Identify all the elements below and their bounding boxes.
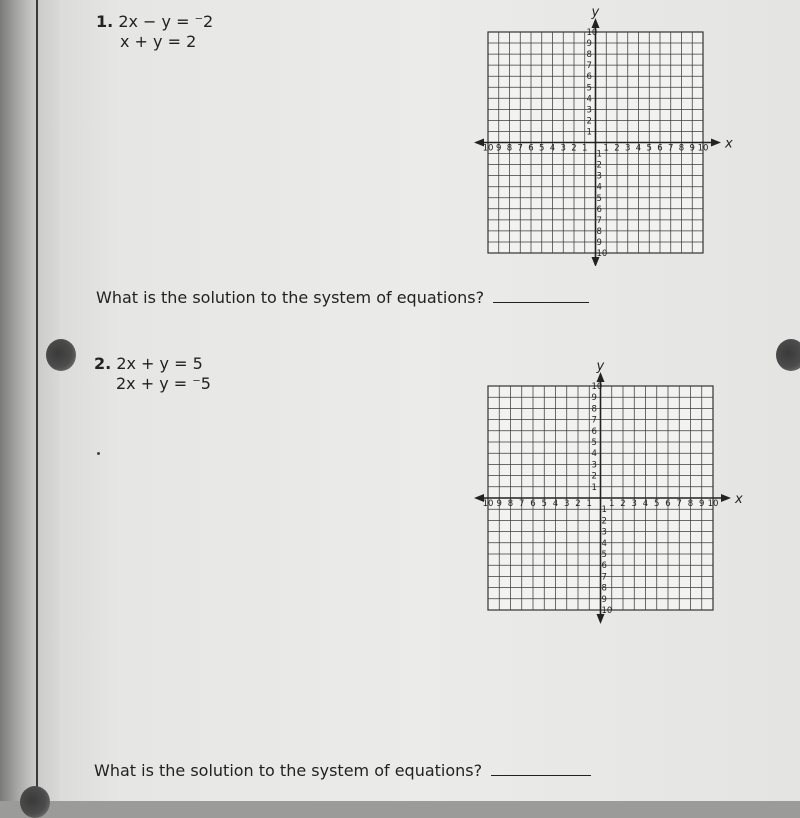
x-tick-label-neg: 1 — [586, 499, 592, 509]
problem-2 — [94, 354, 211, 394]
coordinate-grid-1[interactable] — [470, 8, 745, 266]
y-tick-label-neg: 6 — [596, 204, 602, 215]
y-tick-label-neg: 2 — [596, 160, 602, 171]
x-tick-label-neg: 9 — [496, 499, 502, 509]
x-axis-right-arrow — [711, 139, 721, 147]
problem-2-number: 2. — [94, 354, 112, 373]
y-tick-label-pos: 1 — [586, 127, 592, 138]
x-tick-label-neg: 8 — [507, 499, 514, 509]
binder-shadow — [0, 0, 60, 801]
y-tick-label-neg: 7 — [601, 572, 607, 583]
x-tick-label-pos: 3 — [631, 499, 637, 509]
x-tick-label-pos: 9 — [689, 143, 695, 154]
y-axis-letter: y — [591, 8, 600, 20]
y-tick-label-pos: 5 — [591, 438, 597, 448]
problem-1-equation-2: x + y = 2 — [120, 32, 197, 51]
x-tick-label-pos: 10 — [707, 499, 719, 509]
problem-1-equation-1: 2x − y = ⁻2 — [118, 12, 214, 31]
x-tick-label-pos: 10 — [697, 143, 709, 154]
x-tick-label-neg: 2 — [575, 499, 581, 509]
x-tick-label-pos: 1 — [609, 499, 615, 509]
y-tick-label-neg: 8 — [601, 583, 607, 594]
y-tick-label-neg: 3 — [596, 171, 602, 182]
x-tick-label-neg: 3 — [564, 499, 570, 509]
x-tick-label-neg: 5 — [541, 499, 547, 509]
coordinate-grid-2[interactable] — [474, 356, 749, 624]
stray-pencil-mark — [97, 452, 100, 455]
x-tick-label-neg: 8 — [506, 143, 513, 154]
x-tick-label-pos: 8 — [687, 499, 694, 509]
x-tick-label-neg: 10 — [482, 143, 494, 154]
y-tick-label-pos: 6 — [591, 426, 597, 437]
problem-1-answer-blank[interactable] — [493, 302, 589, 303]
y-tick-label-pos: 1 — [591, 482, 597, 493]
x-tick-label-pos: 6 — [665, 499, 671, 509]
y-tick-label-pos: 3 — [586, 105, 592, 116]
y-tick-label-neg: 5 — [601, 550, 607, 560]
problem-1-question-text: What is the solution to the system of equations? — [96, 288, 485, 307]
x-axis-right-arrow — [721, 494, 731, 502]
binder-line — [36, 0, 38, 801]
x-tick-label-pos: 9 — [699, 499, 705, 509]
x-tick-label-neg: 4 — [552, 499, 559, 509]
y-tick-label-pos: 2 — [586, 116, 592, 127]
x-tick-label-neg: 10 — [482, 499, 494, 509]
x-tick-label-neg: 6 — [530, 499, 536, 509]
y-tick-label-pos: 4 — [591, 449, 597, 460]
punch-hole-left — [46, 339, 76, 371]
y-tick-label-neg: 4 — [596, 182, 602, 193]
problem-1-number: 1. — [96, 12, 114, 31]
problem-2-question-text: What is the solution to the system of equations? — [94, 761, 483, 780]
y-tick-label-pos: 8 — [591, 404, 597, 415]
y-tick-label-pos: 6 — [586, 72, 592, 83]
x-tick-label-pos: 7 — [676, 499, 682, 509]
x-tick-label-neg: 3 — [560, 143, 566, 154]
y-tick-label-neg: 3 — [601, 527, 607, 538]
y-tick-label-neg: 4 — [601, 538, 607, 549]
y-tick-label-pos: 10 — [591, 382, 603, 392]
y-tick-label-neg: 10 — [596, 249, 608, 259]
problem-2-question — [94, 761, 591, 780]
y-tick-label-pos: 5 — [586, 83, 592, 94]
y-tick-label-neg: 8 — [596, 226, 602, 237]
y-tick-label-neg: 5 — [596, 193, 602, 204]
problem-2-equation-2: 2x + y = ⁻5 — [116, 374, 211, 393]
problem-1-question — [96, 288, 589, 307]
punch-hole-bottom — [20, 786, 50, 818]
y-tick-label-pos: 2 — [591, 471, 597, 482]
x-tick-label-neg: 5 — [539, 143, 545, 154]
y-axis-letter: y — [596, 359, 605, 374]
x-axis-letter: x — [725, 136, 733, 152]
x-tick-label-neg: 7 — [519, 499, 525, 509]
x-tick-label-pos: 5 — [646, 143, 652, 154]
problem-2-equation-1: 2x + y = 5 — [116, 354, 203, 373]
y-tick-label-pos: 9 — [591, 393, 597, 404]
punch-hole-right — [776, 339, 800, 371]
x-tick-label-neg: 4 — [549, 143, 556, 154]
y-tick-label-neg: 9 — [601, 594, 607, 605]
y-tick-label-neg: 7 — [596, 215, 602, 226]
y-tick-label-pos: 10 — [586, 28, 598, 38]
y-tick-label-pos: 8 — [586, 50, 592, 61]
x-tick-label-pos: 1 — [603, 143, 609, 154]
x-tick-label-neg: 2 — [571, 143, 577, 154]
x-tick-label-neg: 6 — [528, 143, 534, 154]
y-tick-label-neg: 1 — [601, 505, 607, 516]
y-tick-label-pos: 3 — [591, 460, 597, 471]
y-tick-label-neg: 1 — [596, 149, 602, 160]
x-axis-letter: x — [735, 492, 743, 507]
problem-1 — [96, 12, 213, 52]
x-tick-label-pos: 2 — [620, 499, 626, 509]
x-tick-label-pos: 4 — [642, 499, 649, 509]
x-tick-label-pos: 7 — [668, 143, 674, 154]
y-tick-label-neg: 2 — [601, 516, 607, 527]
y-tick-label-neg: 6 — [601, 561, 607, 572]
x-tick-label-pos: 6 — [657, 143, 663, 154]
x-tick-label-neg: 9 — [496, 143, 502, 154]
y-tick-label-pos: 7 — [586, 61, 592, 72]
y-tick-label-neg: 9 — [596, 237, 602, 248]
x-tick-label-neg: 1 — [582, 143, 588, 154]
y-tick-label-pos: 7 — [591, 415, 597, 426]
x-tick-label-pos: 2 — [614, 143, 620, 154]
x-tick-label-pos: 8 — [678, 143, 685, 154]
x-tick-label-pos: 3 — [625, 143, 631, 154]
y-tick-label-pos: 9 — [586, 39, 592, 50]
y-tick-label-neg: 10 — [601, 606, 613, 616]
problem-2-answer-blank[interactable] — [491, 775, 591, 776]
x-tick-label-pos: 5 — [654, 499, 660, 509]
x-tick-label-neg: 7 — [517, 143, 523, 154]
x-tick-label-pos: 4 — [635, 143, 642, 154]
y-tick-label-pos: 4 — [586, 94, 592, 105]
